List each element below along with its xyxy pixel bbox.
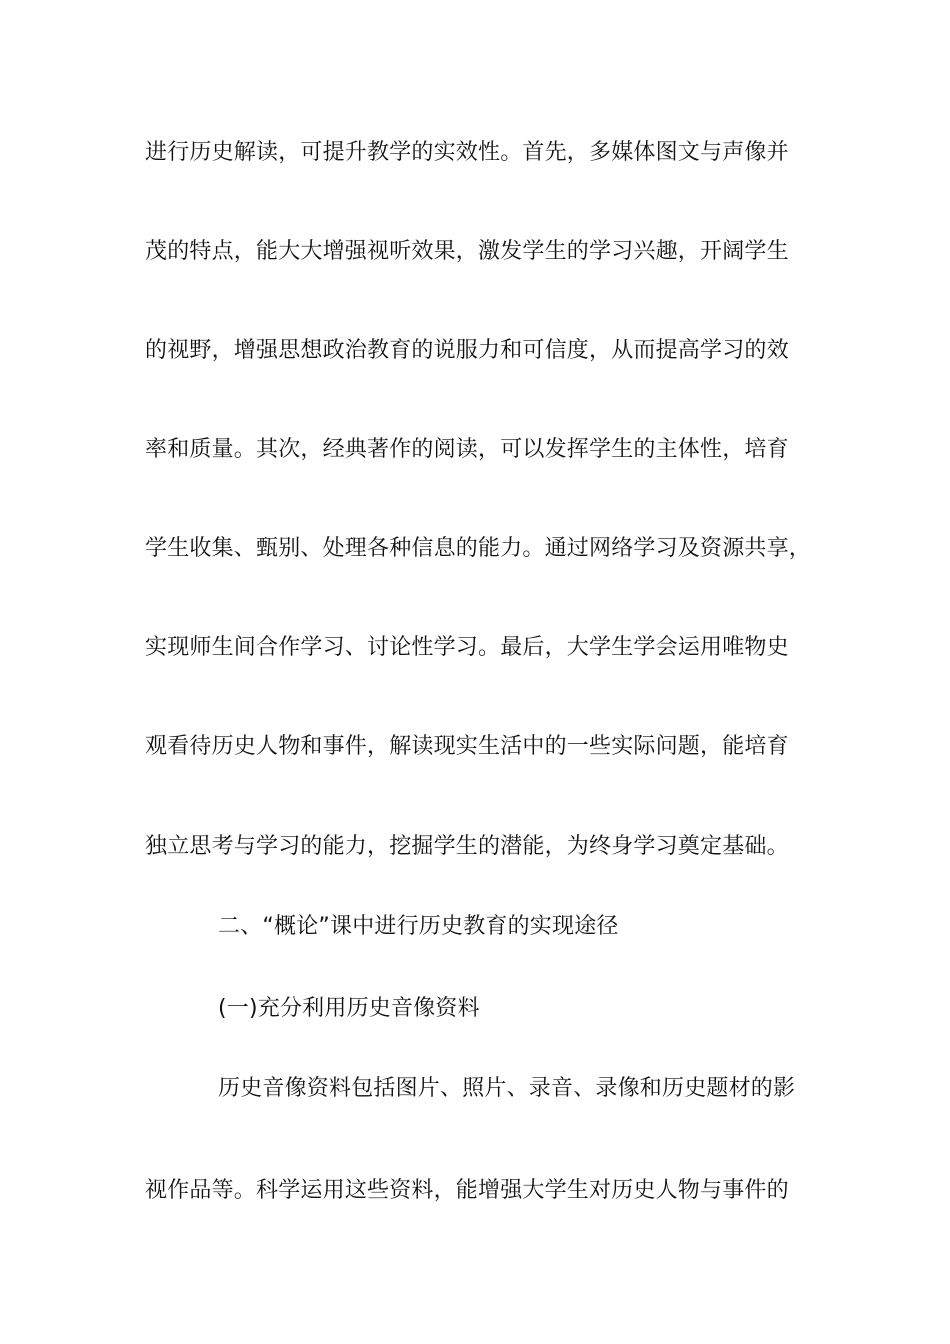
paragraph-line: 独立思考与学习的能力，挖掘学生的潜能，为终身学习奠定基础。 bbox=[145, 834, 789, 859]
paragraph-line: 的视野，增强思想政治教育的说服力和可信度，从而提高学习的效 bbox=[145, 338, 789, 363]
paragraph-line: 视作品等。科学运用这些资料，能增强大学生对历史人物与事件的 bbox=[145, 1178, 789, 1203]
paragraph-line: 学生收集、甄别、处理各种信息的能力。通过网络学习及资源共享， bbox=[145, 536, 812, 561]
paragraph-line: 实现师生间合作学习、讨论性学习。最后，大学生学会运用唯物史 bbox=[145, 635, 789, 660]
paragraph-line: 茂的特点，能大大增强视听效果，激发学生的学习兴趣，开阔学生 bbox=[145, 239, 789, 264]
paragraph-line: 进行历史解读，可提升教学的实效性。首先，多媒体图文与声像并 bbox=[145, 140, 789, 165]
section-heading: 二、“概论”课中进行历史教育的实现途径 bbox=[218, 914, 619, 939]
paragraph-line: 率和质量。其次，经典著作的阅读，可以发挥学生的主体性，培育 bbox=[145, 437, 789, 462]
subsection-heading: (一)充分利用历史音像资料 bbox=[218, 996, 480, 1021]
paragraph-line: 历史音像资料包括图片、照片、录音、录像和历史题材的影 bbox=[218, 1076, 796, 1101]
paragraph-line: 观看待历史人物和事件，解读现实生活中的一些实际问题，能培育 bbox=[145, 734, 789, 759]
